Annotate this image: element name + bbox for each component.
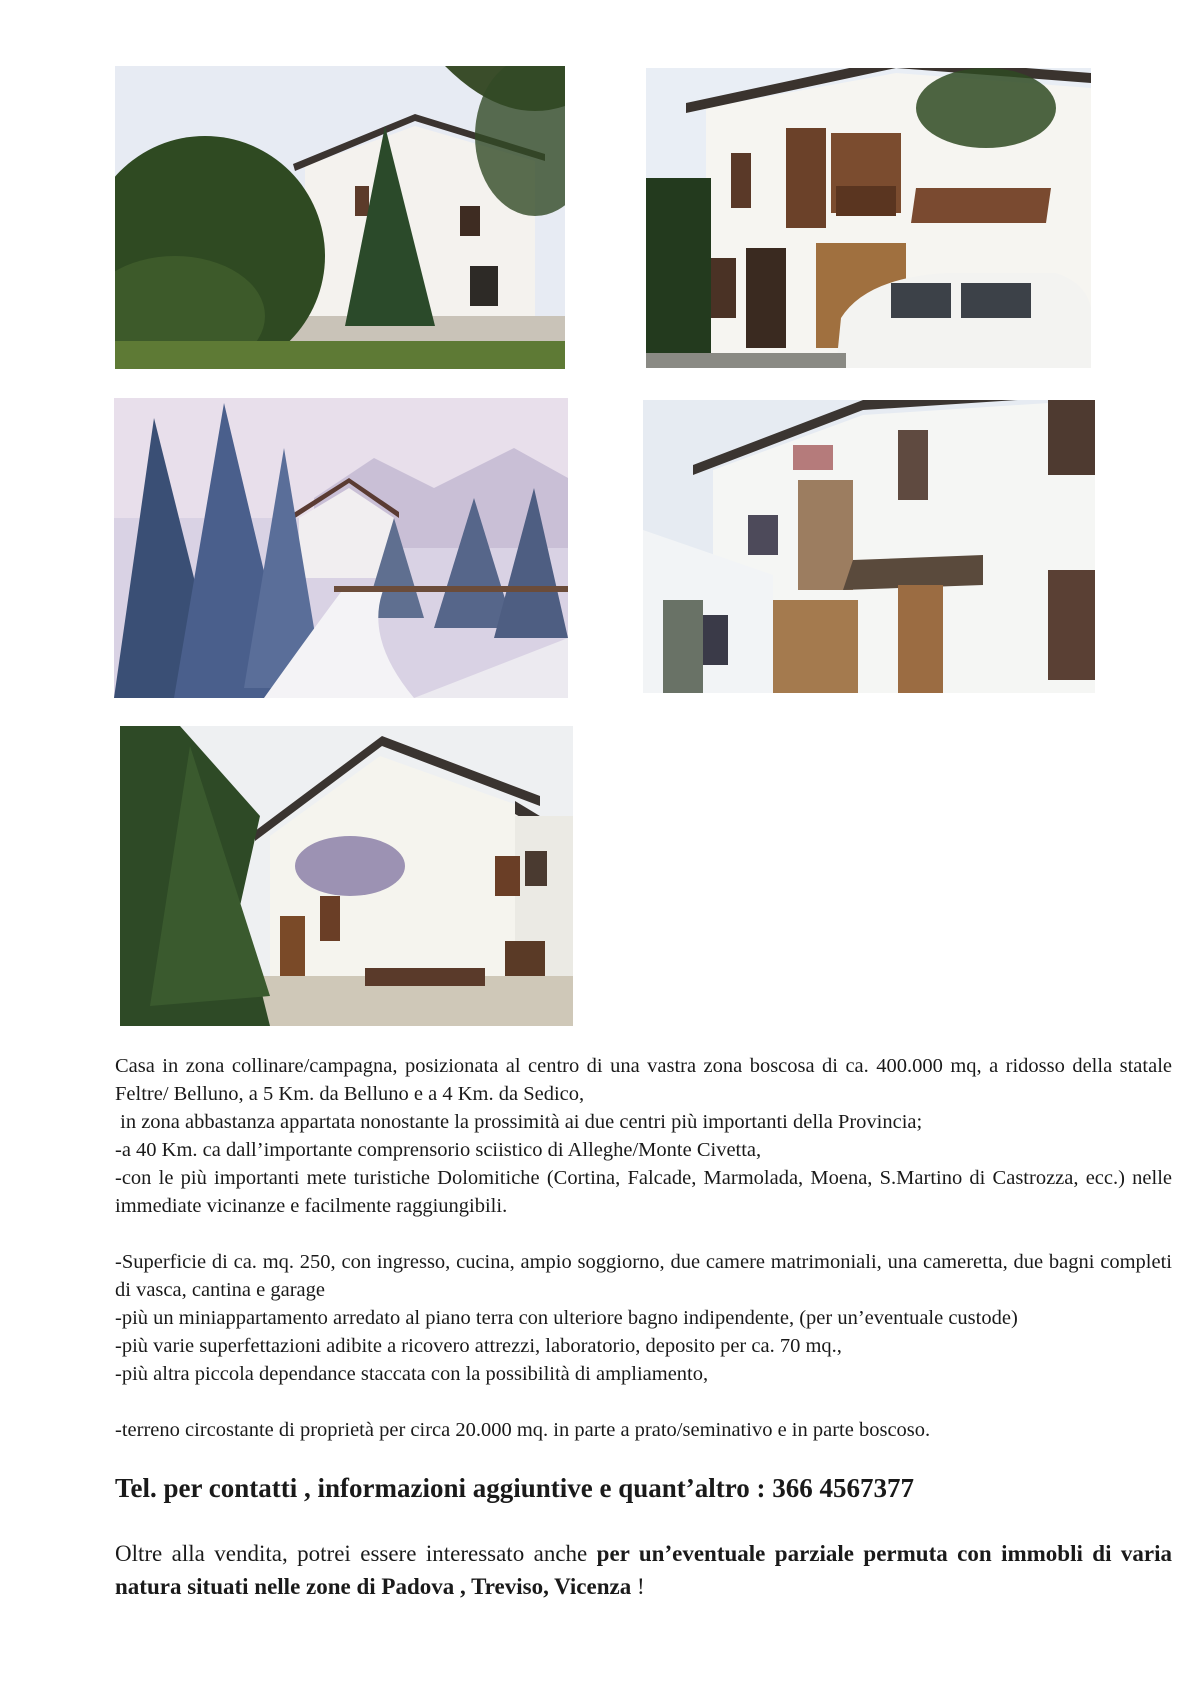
photo-winter-road bbox=[114, 398, 568, 698]
contact-phone: Tel. per contatti , informazioni aggiuntive e quant’altro : 366 4567377 bbox=[115, 1473, 914, 1503]
description-paragraph: -più varie superfettazioni adibite a ricovero attrezzi, laboratorio, deposito per ca. 70 mq., bbox=[115, 1335, 842, 1357]
photo-house-front-car bbox=[646, 68, 1091, 368]
description-paragraph: Casa in zona collinare/campagna, posizionata al centro di una vastra zona boscosa di ca. 400.000 mq, a ridosso della statale Feltre/ Belluno, a 5 Km. da Belluno e a 4 Km. da Sedico, bbox=[115, 1055, 1172, 1105]
closing-normal-text: Oltre alla vendita, potrei essere interessato anche bbox=[115, 1541, 597, 1566]
description-paragraph: in zona abbastanza appartata nonostante la prossimità ai due centri più importanti della Provincia; bbox=[115, 1111, 923, 1133]
closing-bold-text: per un’eventuale parziale permuta con immobli di varia natura situati nelle zone di Padova , Treviso, Vicenza bbox=[115, 1541, 1172, 1599]
photo-summer-house bbox=[115, 66, 565, 369]
description-paragraph: -più altra piccola dependance staccata con la possibilità di ampliamento, bbox=[115, 1363, 709, 1385]
closing-end-text: ! bbox=[636, 1574, 645, 1599]
photo-house-wisteria bbox=[120, 726, 573, 1026]
description-paragraph: -a 40 Km. ca dall’importante comprensorio sciistico di Alleghe/Monte Civetta, bbox=[115, 1139, 762, 1161]
photo-house-facade bbox=[643, 400, 1095, 693]
description-paragraph: -terreno circostante di proprietà per circa 20.000 mq. in parte a prato/seminativo e in parte boscoso. bbox=[115, 1419, 931, 1441]
closing-note bbox=[115, 1537, 1172, 1603]
description-paragraph: -con le più importanti mete turistiche Dolomitiche (Cortina, Falcade, Marmolada, Moena, S.Martino di Castrozza, ecc.) nelle immediate vicinanze e facilmente raggiungibili. bbox=[115, 1167, 1172, 1217]
description-paragraph: -Superficie di ca. mq. 250, con ingresso, cucina, ampio soggiorno, due camere matrimoniali, una cameretta, due bagni completi di vasca, cantina e garage bbox=[115, 1251, 1172, 1301]
description-paragraph: -più un miniappartamento arredato al piano terra con ulteriore bagno indipendente, (per un’eventuale custode) bbox=[115, 1307, 1018, 1329]
property-description bbox=[115, 1052, 1172, 1444]
